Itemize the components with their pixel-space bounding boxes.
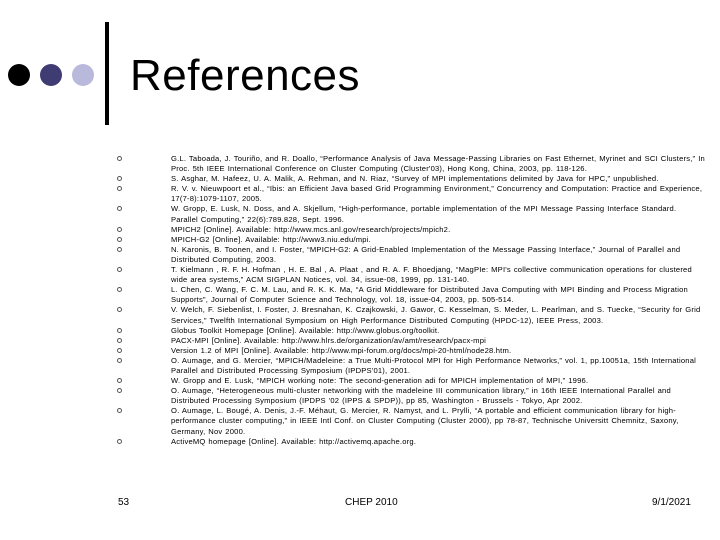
reference-item [105,235,705,245]
reference-item [105,406,705,436]
reference-item [105,204,705,224]
reference-item [105,225,705,235]
reference-text: T. Kielmann , R. F. H. Hofman , H. E. Bal , A. Plaat , and R. A. F. Bhoedjang, “MagPIe: MPI's collective communication operations for clustered wide area systems,” ACM SIGPLAN Notices, vol. 34, issue-08, 1999, pp. 131-140. [171,265,692,285]
reference-text: MPICH2 [Online]. Available: http://www.mcs.anl.gov/research/projects/mpich2. [171,224,451,234]
reference-text: S. Asghar, M. Hafeez, U. A. Malik, A. Rehman, and N. Riaz, “Survey of MPI implementations delimited by Java for HPC,” unpublished. [171,174,659,184]
bullet-icon [117,186,122,191]
bullet-icon [117,156,122,161]
bullet-icon [117,439,122,444]
reference-text: N. Karonis, B. Toonen, and I. Foster, “MPICH-G2: A Grid-Enabled Implementation of the Message Passing Interface,” Journal of Parallel and Distributed Computing, 2003. [171,244,681,264]
reference-text: ActiveMQ homepage [Online]. Available: http://activemq.apache.org. [171,436,417,446]
bullet-icon [117,408,122,413]
bullet-icon [117,348,122,353]
bullet-icon [117,267,122,272]
reference-item [105,376,705,386]
reference-text: W. Gropp and E. Lusk, “MPICH working note: The second-generation adi for MPICH implementation of MPI,” 1996. [171,376,589,386]
bullet-icon [117,378,122,383]
bullet-icon [117,237,122,242]
title-divider-line [105,22,109,125]
decorative-dots [0,0,100,150]
reference-text: O. Aumage, and G. Mercier, “MPICH/Madeleine: a True Multi-Protocol MPI for High Performance Networks,” vol. 1, pp.10051a, 15th International Parallel and Distributed Processing Symposium (IPDPS'01), 2001. [171,355,697,375]
reference-item [105,346,705,356]
bullet-icon [117,206,122,211]
reference-text: R. V. v. Nieuwpoort et al., “Ibis: an Efficient Java based Grid Programming Environment,” Concurrency and Computation: Practice and Experience, 17(7-8):1079-1107, 2005. [171,184,703,204]
circle-dot-lavender-icon [72,64,94,86]
reference-text: O. Aumage, L. Bougé, A. Denis, J.-F. Méhaut, G. Mercier, R. Namyst, and L. Prylli, “A portable and efficient communication library for high-performance cluster computing,” in IEEE Intl Conf. on Cluster Computing (Cluster 2000), pp 78-87, Technische Universitt Chemnitz, Saxony, Germany, Nov 2000. [171,406,679,436]
reference-item [105,265,705,285]
bullet-icon [117,176,122,181]
reference-text: W. Gropp, E. Lusk, N. Doss, and A. Skjellum, “High-performance, portable implementation of the MPI Message Passing Interface Standard. Parallel Computing,” 22(6):789.828, Sept. 1996. [171,204,677,224]
reference-list [105,154,705,447]
reference-item [105,437,705,447]
footer-date: 9/1/2021 [652,497,691,508]
reference-text: Version 1.2 of MPI [Online]. Available: http://www.mpi-forum.org/docs/mpi-20-html/node28.htm. [171,345,512,355]
reference-text: MPICH-G2 [Online]. Available: http://www3.niu.edu/mpi. [171,234,371,244]
reference-item [105,245,705,265]
reference-text: G.L. Taboada, J. Touriño, and R. Doallo, “Performance Analysis of Java Message-Passing Libraries on Fast Ethernet, Myrinet and SCI Clusters,” In Proc. 5th IEEE International Conference on Cluster Computing (Cluster'03), Hong Kong, China, 2003, pp. 118-126. [171,154,705,174]
circle-dot-navy-icon [40,64,62,86]
bullet-icon [117,358,122,363]
reference-text: PACX-MPI [Online]. Available: http://www.hlrs.de/organization/av/amt/research/pacx-mpi [171,335,487,345]
bullet-icon [117,227,122,232]
reference-item [105,336,705,346]
bullet-icon [117,338,122,343]
reference-item [105,356,705,376]
bullet-icon [117,307,122,312]
reference-text: Globus Toolkit Homepage [Online]. Available: http://www.globus.org/toolkit. [171,325,440,335]
bullet-icon [117,328,122,333]
reference-item [105,174,705,184]
reference-item [105,285,705,305]
reference-item [105,326,705,336]
reference-item [105,305,705,325]
reference-item [105,154,705,174]
reference-text: V. Welch, F. Siebenlist, I. Foster, J. Bresnahan, K. Czajkowski, J. Gawor, C. Kesselman, S. Meder, L. Pearlman, and S. Tuecke, “Security for Grid Services,” Twelfth International Symposium on High Performance Distributed Computing (HPDC-12), IEEE Press, 2003. [171,305,701,325]
reference-text: O. Aumage, “Heterogeneous multi-cluster networking with the madeleine III communication library,” in 16th IEEE International Parallel and Distributed Processing Symposium (IPDPS '02 (IPPS & SPDP)), pp 85, Washington - Brussels - Tokyo, Apr 2002. [171,386,671,406]
reference-item [105,184,705,204]
bullet-icon [117,287,122,292]
footer-conference: CHEP 2010 [345,497,398,508]
bullet-icon [117,388,122,393]
circle-dot-black-icon [8,64,30,86]
slide-title: References [130,51,361,100]
page-number: 53 [118,497,130,508]
bullet-icon [117,247,122,252]
reference-item [105,386,705,406]
reference-text: L. Chen, C. Wang, F. C. M. Lau, and R. K. K. Ma, “A Grid Middleware for Distributed Java Computing with MPI Binding and Process Migration Supports”, Journal of Computer Science and Technology, vol. 18, issue-04, 2003, pp. 505-514. [171,285,688,305]
